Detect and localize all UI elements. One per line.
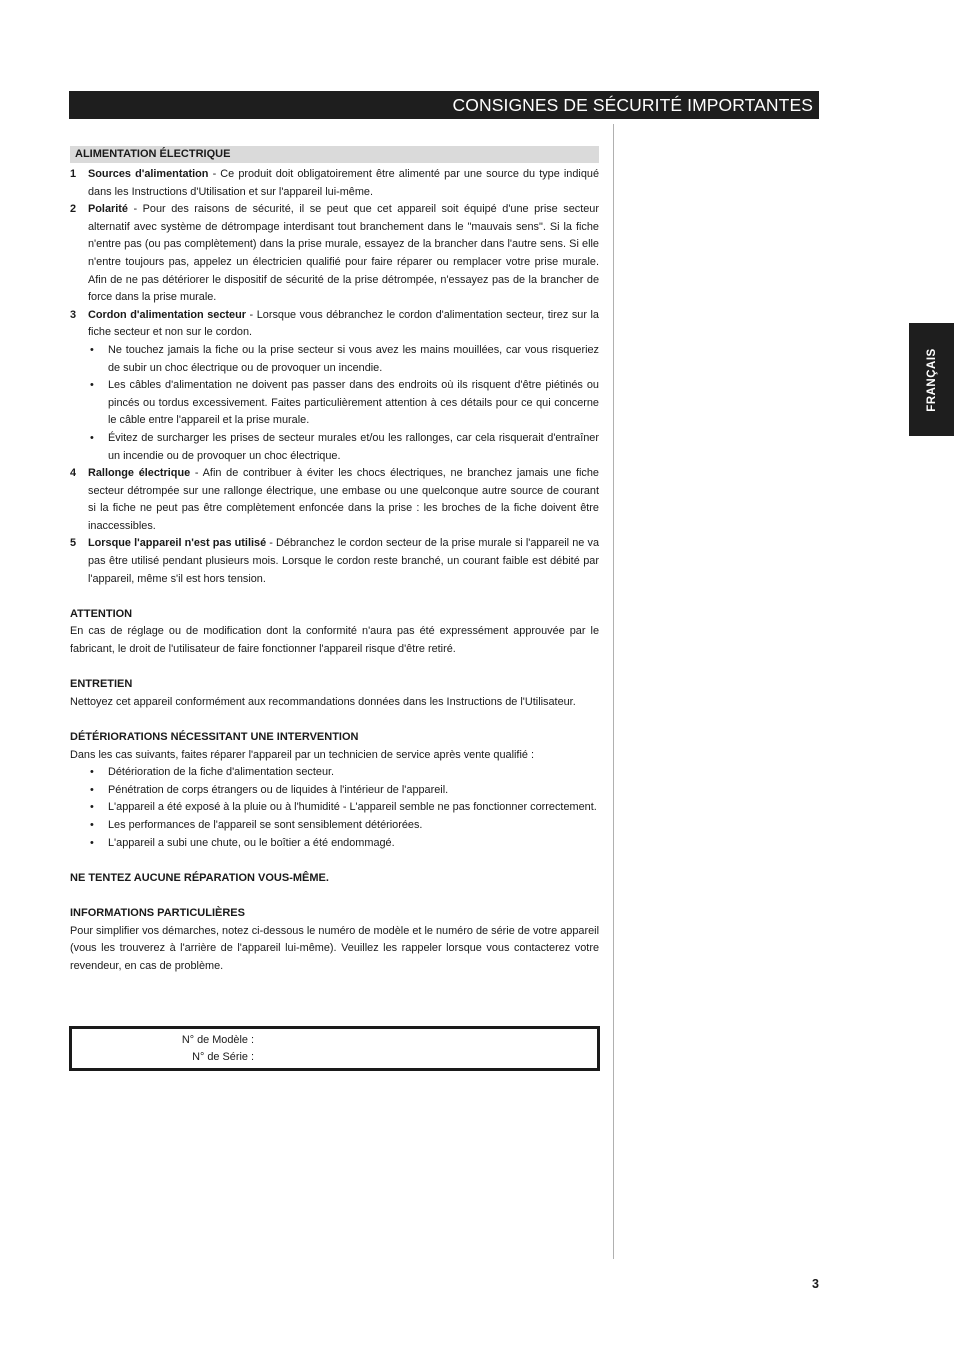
item-text: - Ce produit doit obligatoirement être alimenté par une source du type indiqué dans les Instructions d'Utilisation et sur l'appareil lui-même. [88,168,599,198]
section-heading-power: ALIMENTATION ÉLECTRIQUE [70,146,599,163]
bullet-item: • L'appareil a subi une chute, ou le boîtier a été endommagé. [70,835,599,853]
list-item [70,201,599,307]
section-heading-info: INFORMATIONS PARTICULIÈRES [70,906,245,919]
item-number: 5 [70,537,77,550]
damage-intro: Dans les cas suivants, faites réparer l'appareil par un technicien de service après vente qualifié : [70,748,534,761]
item-term: Lorsque l'appareil n'est pas utilisé [88,537,267,550]
item-text: - Pour des raisons de sécurité, il se peut que cet appareil soit équipé d'une prise secteur alternatif avec système de détrompage interdisant tout branchement dans le "mauvais sens". Si la fiche n'entre pas (ou pas complètement) dans la prise murale, essayez de la brancher dans l'autre sens. Si elle n'entre toujours pas, appelez un électricien qualifié pour faire réparer ou remplacer votre prise murale. Afin de ne pas détériorer le dispositif de sécurité de la prise détrompée, n'essayez pas de la brancher de force dans la prise murale. [88,203,599,304]
bullet-item: • Détérioration de la fiche d'alimentation secteur. [70,764,599,782]
bullet-item: • Pénétration de corps étrangers ou de liquides à l'intérieur de l'appareil. [70,782,599,800]
item-term: Polarité [88,203,128,216]
item-term: Rallonge électrique [88,467,191,480]
damage-bullet-list [70,764,599,852]
bullet-item: • Ne touchez jamais la fiche ou la prise secteur si vous avez les mains mouillées, car vous risqueriez de subir un choc électrique ou de provoquer un incendie. [70,342,599,377]
bullet-item: • Les performances de l'appareil se sont sensiblement détériorées. [70,817,599,835]
list-item [70,166,599,201]
item-number: 2 [70,203,77,216]
column-divider [613,124,614,1259]
bullet-item: • L'appareil a été exposé à la pluie ou à l'humidité - L'appareil semble ne pas fonctionner correctement. [70,799,599,817]
bullet-item: • Les câbles d'alimentation ne doivent pas passer dans des endroits où ils risquent d'être piétinés ou pincés ou tordus excessivement. Faites particulièrement attention à ces détails pour ce qui concerne le câble entre l'appareil et la prise murale. [70,377,599,430]
section-heading-damage: DÉTÉRIORATIONS NÉCESSITANT UNE INTERVENTION [70,731,359,743]
item-number: 1 [70,168,77,180]
section-heading-attention: ATTENTION [70,607,133,620]
page-number: 3 [812,1277,819,1291]
bullet-item: • Évitez de surcharger les prises de secteur murales et/ou les rallonges, car cela risquerait d'entraîner un incendie ou de provoquer un choc électrique. [70,430,599,465]
item-text: - Lorsque vous débranchez le cordon d'alimentation secteur, tirez sur la fiche secteur et non sur le cordon. [88,308,599,339]
item-text: - Afin de contribuer à éviter les chocs électriques, ne branchez jamais une fiche secteur détrompée sur une rallonge électrique, une embase ou une quelconque autre source de courant si la fiche ne peut pas être complètement enfoncée dans la prise : les broches de la fiche doivent être inaccessibles. [88,467,599,532]
info-text: Pour simplifier vos démarches, notez ci-dessous le numéro de modèle et le numéro de série de votre appareil (vous les trouverez à l'arrière de l'appareil lui-même). Veuillez les rappeler lorsque vous contacterez votre revendeur, en cas de problème. [70,924,599,972]
serial-number-label: N° de Série : [192,1051,254,1063]
list-item [70,307,599,342]
model-number-label: N° de Modèle : [181,1034,254,1046]
item-text: - Débranchez le cordon secteur de la prise murale si l'appareil ne va pas être utilisé pendant plusieurs mois. Lorsque le cordon reste branché, un courant faible est débité par l'appareil, même s'il est hors tension. [88,537,599,585]
section-heading-maintenance: ENTRETIEN [70,678,133,691]
language-tab [909,323,954,436]
product-info-box [69,1026,600,1071]
item-number: 3 [70,308,77,321]
attention-text: En cas de réglage ou de modification dont la conformité n'aura pas été expressément approuvée par le fabricant, le droit de l'utilisateur de faire fonctionner l'appareil risque d'être retiré. [70,625,599,656]
list-item [70,535,599,588]
item-term: Sources d'alimentation [88,168,209,180]
maintenance-text: Nettoyez cet appareil conformément aux recommandations données dans les Instructions de l'Utilisateur. [70,695,576,708]
item-number: 4 [70,467,77,480]
list-item [70,465,599,535]
section-heading-no-repair: NE TENTEZ AUCUNE RÉPARATION VOUS-MÊME. [70,871,329,884]
page-title: CONSIGNES DE SÉCURITÉ IMPORTANTES [69,91,819,119]
main-content [70,146,599,975]
item-term: Cordon d'alimentation secteur [88,308,246,321]
cord-bullet-list [70,342,599,465]
language-tab-label: FRANÇAIS [925,347,938,412]
